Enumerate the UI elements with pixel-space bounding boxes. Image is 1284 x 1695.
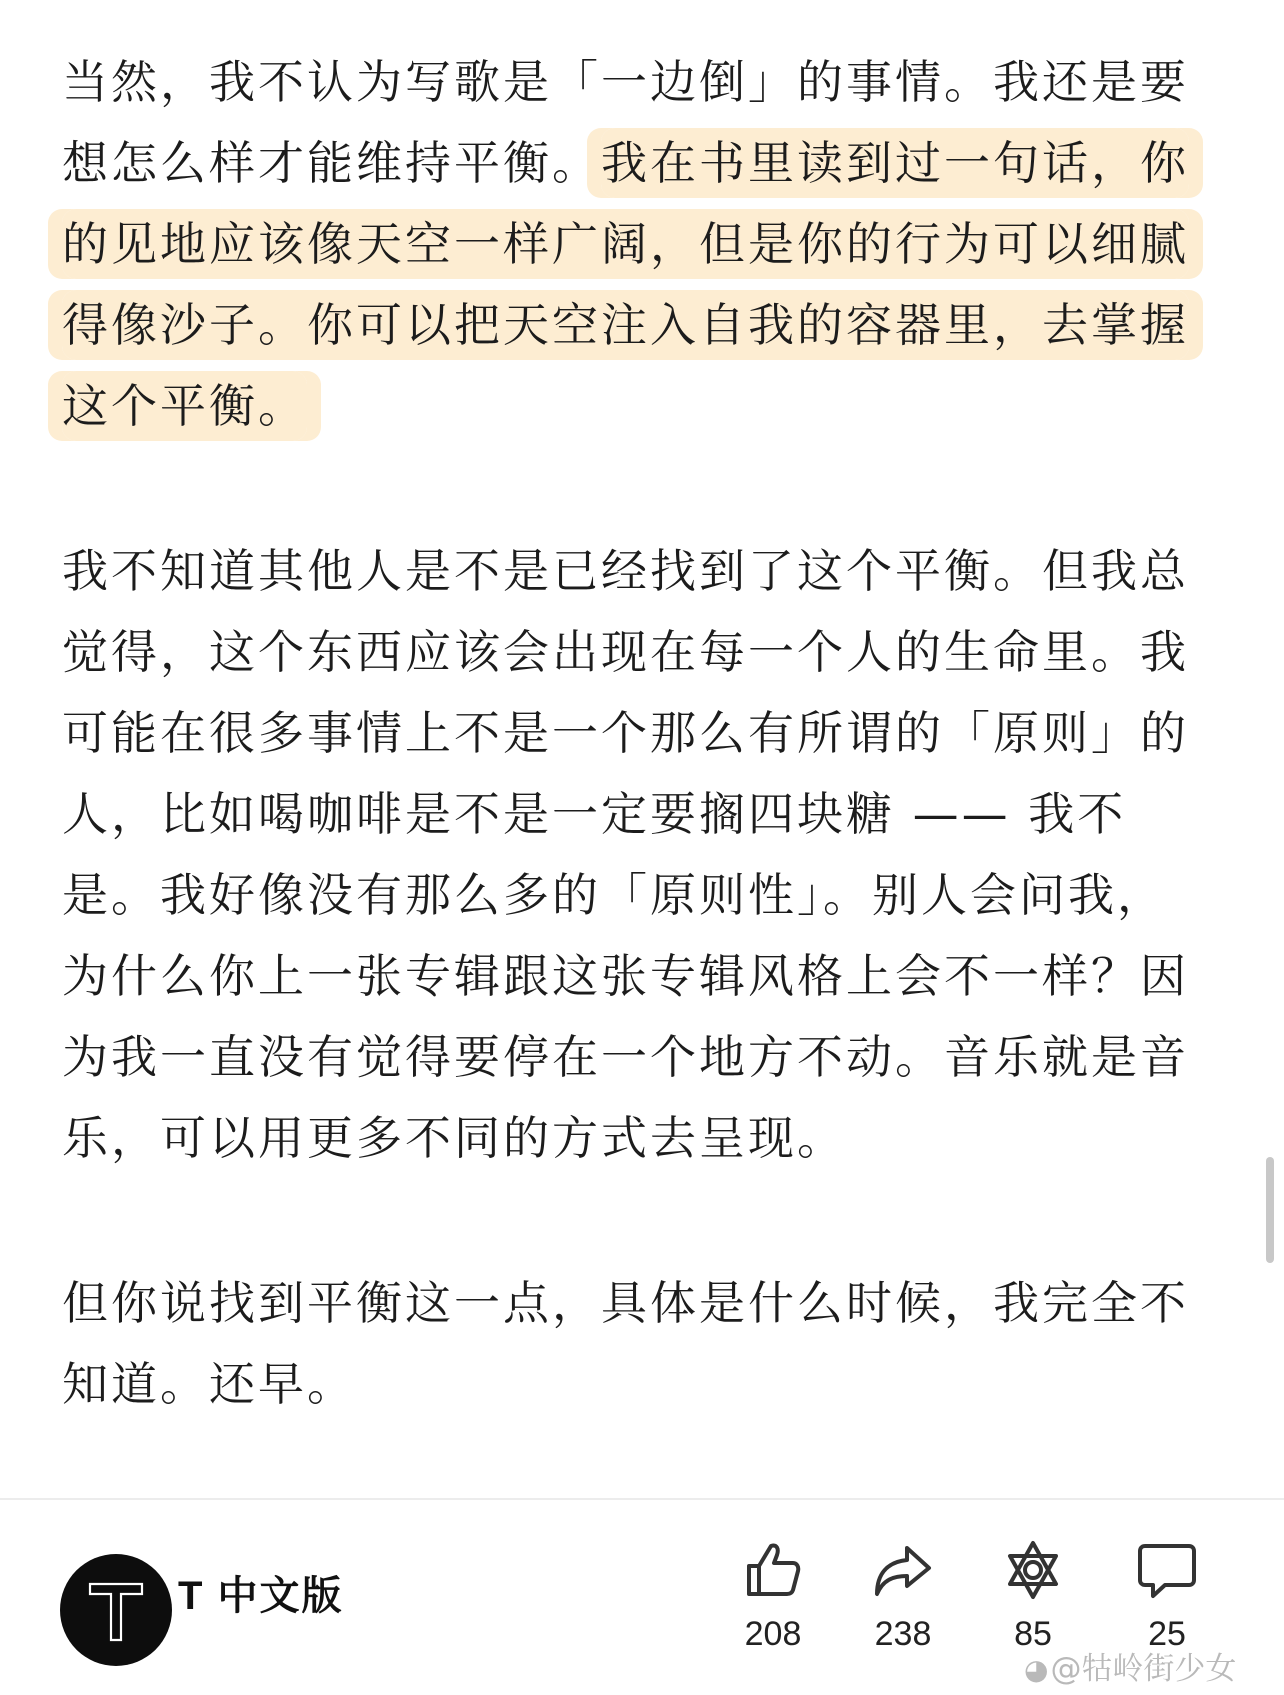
weibo-logo-icon: ◕ <box>1024 1653 1049 1686</box>
text-line: 为什么你上一张专辑跟这张专辑风格上会不一样？因 <box>62 949 1189 1003</box>
text-line: 觉得，这个东西应该会出现在每一个人的生命里。我 <box>62 625 1189 679</box>
highlighted-text: 得像沙子。你可以把天空注入自我的容器里，去掌握 <box>62 290 1189 360</box>
comment-count: 25 <box>1148 1615 1186 1653</box>
text-line: 知道。还早。 <box>62 1357 356 1411</box>
text-line: 我不知道其他人是不是已经找到了这个平衡。但我总 <box>62 544 1189 598</box>
post-footer <box>0 1498 1284 1695</box>
highlighted-text: 我在书里读到过一句话，你 <box>601 128 1189 198</box>
text-line: 人，比如喝咖啡是不是一定要搁四块糖 —— 我不 <box>62 787 1127 841</box>
paragraph-gap <box>62 1179 1227 1263</box>
comment-icon <box>1135 1538 1199 1602</box>
thumbs-up-icon <box>741 1538 805 1602</box>
share-button[interactable] <box>848 1538 958 1668</box>
article-body <box>62 42 1227 1425</box>
star-of-david-icon <box>1001 1538 1065 1602</box>
highlighted-text: 的见地应该像天空一样广阔，但是你的行为可以细腻 <box>62 209 1189 279</box>
paragraph-gap <box>62 447 1227 531</box>
scrollbar-thumb[interactable] <box>1266 1157 1274 1263</box>
text-line <box>62 204 1227 285</box>
text-segment: 当然，我不认为写歌是「一边倒」的事情。我还是要 <box>62 55 1189 109</box>
watermark-text: @牯岭街少女 <box>1050 1651 1237 1687</box>
t-logo-icon <box>60 1554 172 1666</box>
text-segment: 想怎么样才能维持平衡。 <box>62 136 601 190</box>
like-button[interactable] <box>718 1538 828 1668</box>
text-line: 可能在很多事情上不是一个那么有所谓的「原则」的 <box>62 706 1189 760</box>
text-line: 是。我好像没有那么多的「原则性」。别人会问我， <box>62 868 1166 922</box>
share-count: 238 <box>874 1615 932 1653</box>
text-line <box>62 285 1227 366</box>
account-name[interactable]: T 中文版 <box>178 1574 344 1618</box>
like-count: 208 <box>744 1615 802 1653</box>
text-line <box>62 42 1227 123</box>
text-line: 但你说找到平衡这一点，具体是什么时候，我完全不 <box>62 1276 1189 1330</box>
favorite-count: 85 <box>1014 1615 1052 1653</box>
highlighted-text: 这个平衡。 <box>62 371 307 441</box>
avatar[interactable] <box>60 1554 172 1666</box>
text-line: 乐，可以用更多不同的方式去呈现。 <box>62 1111 846 1165</box>
text-line: 为我一直没有觉得要停在一个地方不动。音乐就是音 <box>62 1030 1189 1084</box>
text-line <box>62 366 1227 447</box>
share-icon <box>871 1538 935 1602</box>
watermark <box>1024 1649 1236 1690</box>
text-line <box>62 123 1227 204</box>
